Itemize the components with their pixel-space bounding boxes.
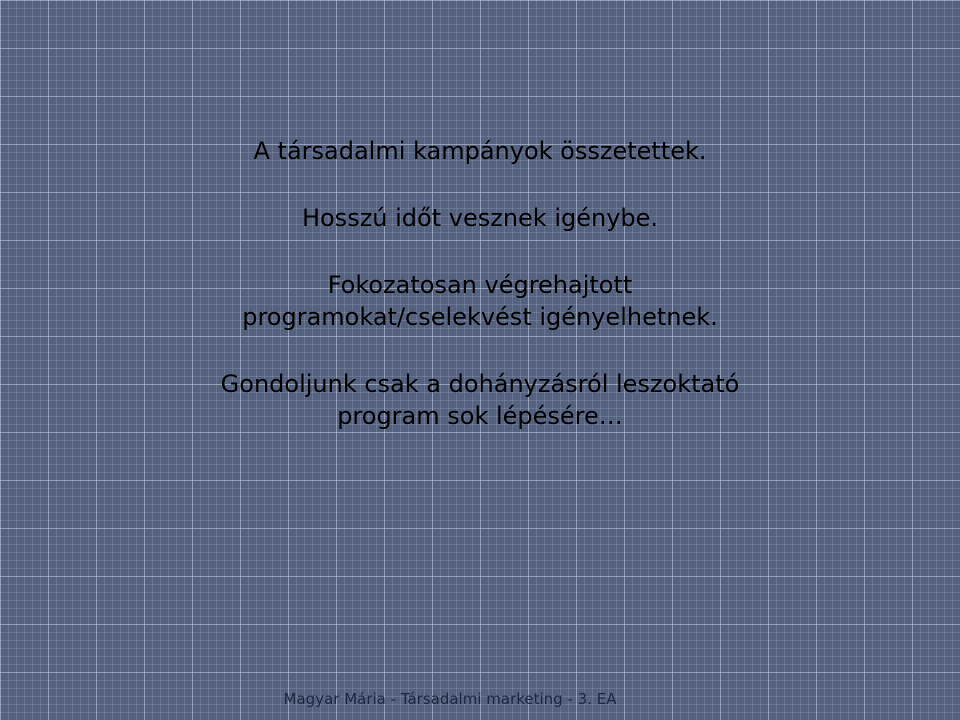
paragraph-line: programokat/cselekvést igényelhetnek. xyxy=(242,303,718,331)
paragraph-line: program sok lépésére… xyxy=(337,402,623,430)
paragraph-complexity xyxy=(100,135,860,167)
paragraph-line: Gondoljunk csak a dohányzásról leszoktató xyxy=(220,370,740,398)
paragraph-line: Fokozatosan végrehajtott xyxy=(327,271,633,299)
paragraph-duration xyxy=(100,202,860,234)
paragraph-line: Hosszú időt vesznek igénybe. xyxy=(301,204,659,232)
paragraph-line: A társadalmi kampányok összetettek. xyxy=(253,137,707,165)
paragraph-gradual-programs xyxy=(100,269,860,333)
slide-body xyxy=(100,135,860,467)
slide-footer: Magyar Mária - Társadalmi marketing - 3. EA xyxy=(283,690,617,708)
paragraph-smoking-example xyxy=(100,368,860,432)
